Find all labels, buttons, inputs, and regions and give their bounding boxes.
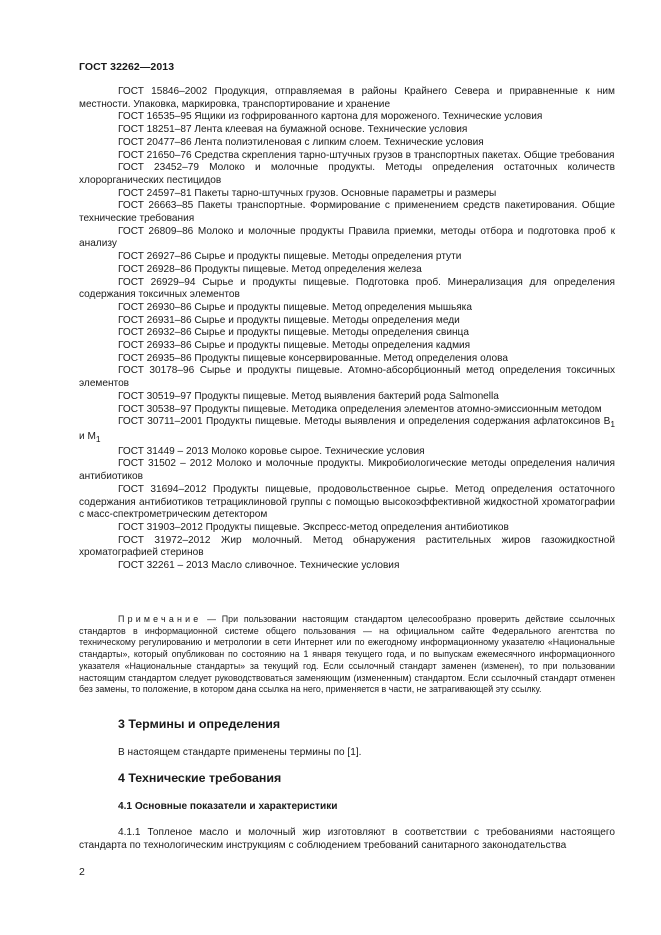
- reference-item: ГОСТ 26809–86 Молоко и молочные продукты Правила приемки, методы отбора и подготовка проб к анализу: [79, 225, 615, 250]
- reference-item: ГОСТ 31903–2012 Продукты пищевые. Экспресс-метод определения антибиотиков: [118, 521, 509, 533]
- reference-item: ГОСТ 31972–2012 Жир молочный. Метод обнаружения растительных жиров газожидкостной хроматографией стеринов: [79, 534, 615, 559]
- aflatoxin-mid: и M: [79, 431, 96, 442]
- reference-item: ГОСТ 26929–94 Сырье и продукты пищевые. Подготовка проб. Минерализация для определения содержания токсичных элементов: [79, 276, 615, 301]
- reference-item: ГОСТ 26927–86 Сырье и продукты пищевые. Методы определения ртути: [118, 251, 462, 263]
- section-3-title: 3 Термины и определения: [118, 717, 281, 731]
- reference-item: ГОСТ 26663–85 Пакеты транспортные. Формирование с применением средств пакетирования. Общие технические требования: [79, 200, 615, 225]
- reference-item: ГОСТ 26928–86 Продукты пищевые. Метод определения железа: [118, 263, 422, 275]
- reference-item-aflatoxin: [79, 416, 615, 445]
- reference-item: ГОСТ 21650–76 Средства скрепления тарно-штучных грузов в транспортных пакетах. Общие требования: [118, 149, 615, 161]
- reference-item: ГОСТ 26935–86 Продукты пищевые консервированные. Метод определения олова: [118, 352, 508, 364]
- reference-item: ГОСТ 26931–86 Сырье и продукты пищевые. Методы определения меди: [118, 314, 460, 326]
- section-4-1-1-text: 4.1.1 Топленое масло и молочный жир изготовляют в соответствии с требованиями настоящего стандарта по технологическим инструкциям с соблюдением требований санитарного законодательства: [79, 827, 615, 851]
- subscript-1: 1: [610, 419, 615, 430]
- subscript-2: 1: [95, 434, 101, 445]
- reference-item: ГОСТ 31449 – 2013 Молоко коровье сырое. Технические условия: [118, 445, 425, 457]
- reference-item: ГОСТ 23452–79 Молоко и молочные продукты. Методы определения остаточных количеств хлорорганических пестицидов: [79, 162, 615, 186]
- reference-item: ГОСТ 30538–97 Продукты пищевые. Методика определения элементов атомно-эмиссионным методом: [118, 403, 602, 415]
- note-text: — При пользовании настоящим стандартом целесообразно проверить действие ссылочных стандартов в информационной системе общего пользования — на официальном сайте Федерального агентства по техническому регулированию и метрологии в сети Интернет или по ежегодному информационному указателю «Национальные стандарты», который опубликован по состоянию на 1 января текущего года, и по выпускам ежемесячного информационного указателя «Национальные стандарты» за текущий год. Если ссылочный стандарт заменен (изменен), то при пользовании настоящим стандартом следует руководствоваться заменяющим (измененным) стандартом. Если ссылочный стандарт отменен без замены, то положение, в котором дана ссылка на него, применяется в части, не затрагивающей эту ссылку.: [79, 614, 615, 695]
- reference-item: ГОСТ 30519–97 Продукты пищевые. Метод выявления бактерий рода Salmonella: [118, 390, 499, 402]
- references-note: [79, 614, 615, 696]
- reference-item: ГОСТ 24597–81 Пакеты тарно-штучных грузов. Основные параметры и размеры: [118, 187, 497, 199]
- note-lead: Примечание: [118, 614, 202, 624]
- section-4-1-subtitle: 4.1 Основные показатели и характеристики: [118, 801, 338, 812]
- reference-item: ГОСТ 30178–96 Сырье и продукты пищевые. Атомно-абсорбционный метод определения токсичных элементов: [79, 365, 615, 390]
- standard-code-header: ГОСТ 32262—2013: [79, 61, 175, 73]
- normative-references-list: [79, 86, 615, 573]
- reference-item: ГОСТ 31694–2012 Продукты пищевые, продовольственное сырье. Метод определения остаточного содержания антибиотиков тетрациклиновой группы с помощью высокоэффективной жидкостной хроматографии с масс-спектрометрическим детектором: [79, 483, 615, 521]
- reference-item: ГОСТ 26930–86 Сырье и продукты пищевые. Метод определения мышьяка: [118, 301, 472, 313]
- aflatoxin-text: ГОСТ 30711–2001 Продукты пищевые. Методы выявления и определения содержания афлатоксинов B: [118, 416, 611, 428]
- reference-item: ГОСТ 31502 – 2012 Молоко и молочные продукты. Микробиологические методы определения наличия антибиотиков: [79, 458, 615, 483]
- reference-item: ГОСТ 32261 – 2013 Масло сливочное. Технические условия: [118, 560, 400, 572]
- section-3-text: В настоящем стандарте применены термины по [1].: [118, 747, 362, 758]
- reference-item: ГОСТ 26933–86 Сырье и продукты пищевые. Методы определения кадмия: [118, 340, 471, 352]
- section-4-title: 4 Технические требования: [118, 771, 282, 785]
- page-number: 2: [79, 866, 85, 878]
- reference-item: ГОСТ 20477–86 Лента полиэтиленовая с липким слоем. Технические условия: [118, 136, 484, 148]
- reference-item: ГОСТ 18251–87 Лента клеевая на бумажной основе. Технические условия: [118, 124, 468, 136]
- reference-item: ГОСТ 15846–2002 Продукция, отправляемая в районы Крайнего Севера и приравненные к ним местности. Упаковка, маркировка, транспортирование и хранение: [79, 86, 615, 110]
- reference-item: ГОСТ 16535–95 Ящики из гофрированного картона для мороженого. Технические условия: [118, 111, 543, 123]
- reference-item: ГОСТ 26932–86 Сырье и продукты пищевые. Методы определения свинца: [118, 327, 469, 339]
